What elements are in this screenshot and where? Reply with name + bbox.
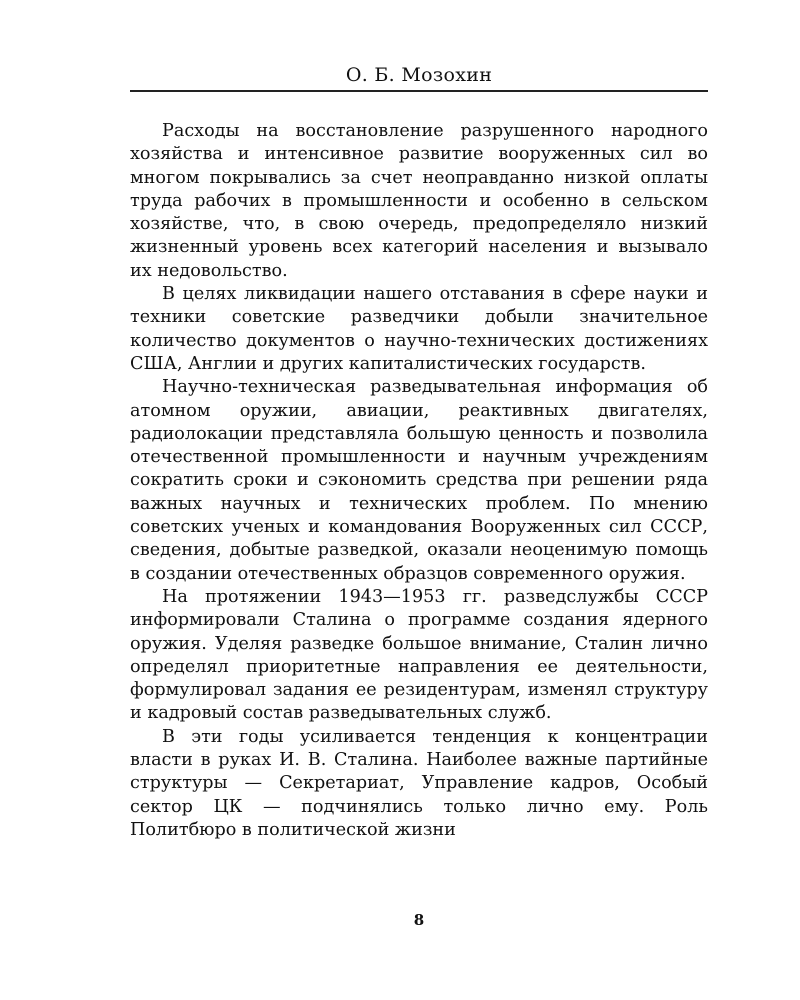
body-text [130, 120, 708, 842]
paragraph: Расходы на восстановление разрушенного народного хозяйства и интенсивное развитие вооруженных сил во многом покрывались за счет неоправданно низкой оплаты труда рабочих в промышленности и особенно в сельском хозяйстве, что, в свою очередь, предопределяло низкий жизненный уровень всех категорий населения и вызывало их недовольство. [130, 121, 708, 281]
page-number: 8 [413, 911, 425, 929]
paragraph: В эти годы усиливается тенденция к концентрации власти в руках И. В. Сталина. Наиболее важные партийные структуры — Секретариат, Управление кадров, Особый сектор ЦК — подчинялись только лично ему. Роль Политбюро в политической жизни [130, 726, 708, 840]
paragraph: В целях ликвидации нашего отставания в сфере науки и техники советские разведчики добыли значительное количество документов о научно-технических достижениях США, Англии и других капиталистических государств. [130, 284, 708, 374]
paragraph: На протяжении 1943—1953 гг. разведслужбы СССР информировали Сталина о программе создания ядерного оружия. Уделяя разведке большое внимание, Сталин лично определял приоритетные направления ее деятельности, формулировал задания ее резидентурам, изменял структуру и кадровый состав разведывательных служб. [130, 586, 708, 724]
header-rule [130, 90, 708, 92]
paragraph: Научно-техническая разведывательная информация об атомном оружии, авиации, реактивных двигателях, радиолокации представляла большую ценность и позволила отечественной промышленности и научным учреждениям сократить сроки и сэкономить средства при решении ряда важных научных и технических проблем. По мнению советских ученых и командования Вооруженных сил СССР, сведения, добытые разведкой, оказали неоценимую помощь в создании отечественных образцов современного оружия. [130, 377, 708, 584]
running-header-author: О. Б. Мозохин [345, 64, 493, 86]
